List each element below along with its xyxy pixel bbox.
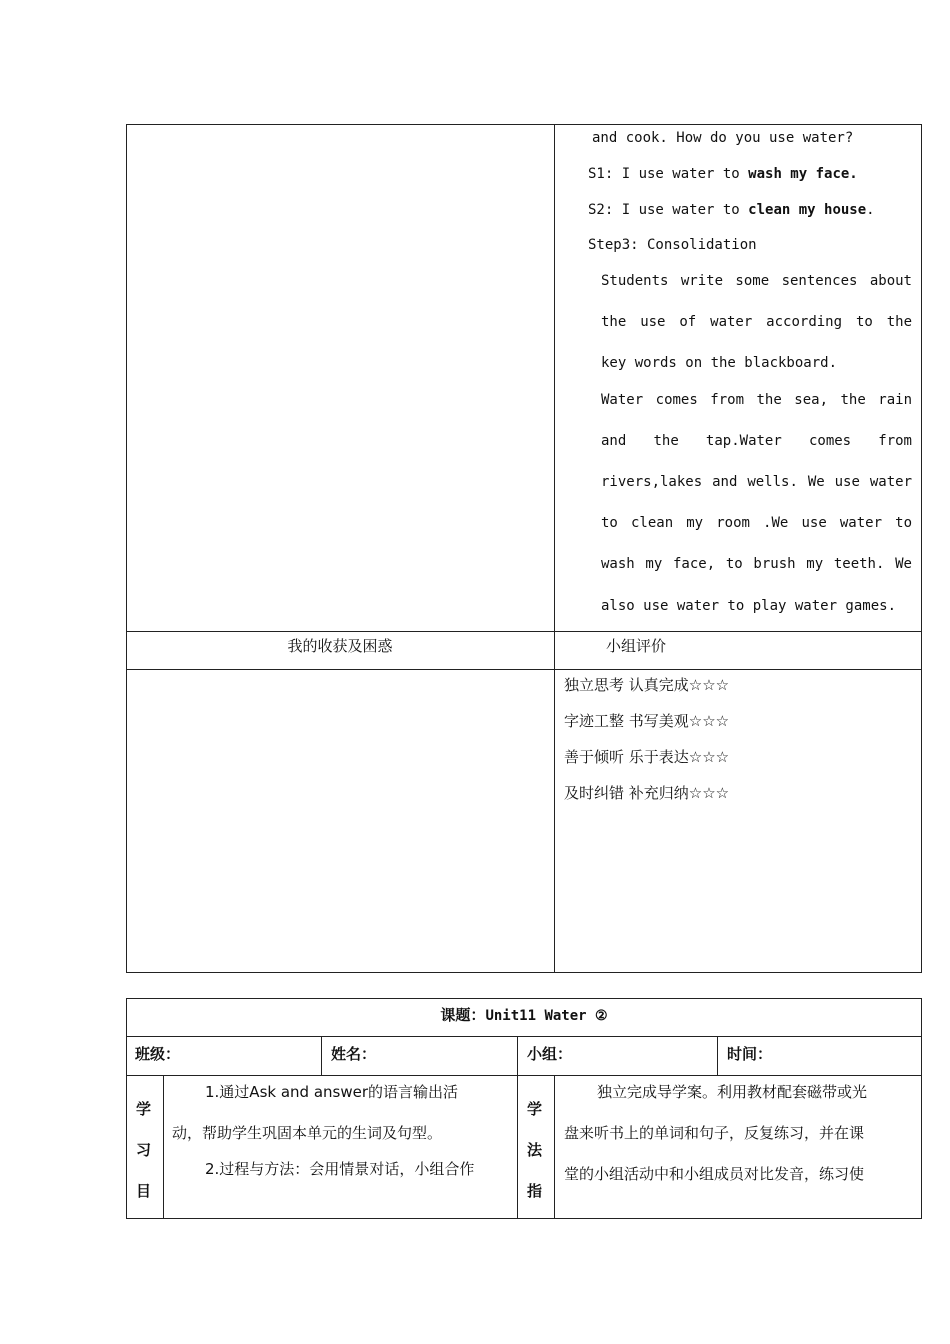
dialogue-bold-phrase: wash my face. [748,166,858,182]
dialogue-line: and cook. How do you use water? [592,130,854,146]
step-heading: Step3: Consolidation [588,237,757,253]
table-divider-horizontal [126,669,922,670]
dialogue-speaker-text: S2: I use water to [588,202,749,218]
table-divider-vertical [321,1036,322,1075]
name-label: 姓名： [331,1045,377,1063]
table-divider-vertical [554,1075,555,1219]
sample-text-line: rivers,lakes and wells. We use water [601,474,912,490]
table-divider-vertical [517,1036,518,1219]
table-divider-vertical [163,1075,164,1219]
table-divider-horizontal [126,1075,922,1076]
dialogue-line [588,202,875,218]
group-eval-header: 小组评价 [606,637,667,655]
rating-item: 字迹工整 书写美观☆☆☆ [564,712,730,730]
dialogue-line [588,166,858,182]
dialogue-speaker-text: S1: I use water to [588,166,749,182]
table-divider-horizontal [126,1036,922,1037]
sample-text-line: to clean my room .We use water to [601,515,912,531]
class-label: 班级： [135,1045,181,1063]
rating-item: 善于倾听 乐于表达☆☆☆ [564,748,730,766]
rating-item: 独立思考 认真完成☆☆☆ [564,676,730,694]
method-text-line: 独立完成导学案。利用教材配套磁带或光 [597,1083,868,1101]
method-text-line: 盘来听书上的单词和句子，反复练习，并在课 [564,1124,865,1142]
method-label-char: 法 [527,1141,543,1159]
lesson-table [126,124,922,973]
dialogue-punct: . [866,202,875,218]
goal-label-char: 习 [136,1141,152,1159]
goal-label-char: 目 [136,1182,152,1200]
instruction-line: key words on the blackboard. [601,355,838,371]
method-label-char: 指 [527,1182,543,1200]
goal-text-line: 1.通过Ask and answer的语言输出活 [205,1083,459,1101]
method-text-line: 堂的小组活动中和小组成员对比发音，练习使 [564,1165,865,1183]
goal-text-line: 2.过程与方法：会用情景对话，小组合作 [205,1160,475,1178]
instruction-line: the use of water according to the [601,314,912,330]
method-label-char: 学 [527,1100,543,1118]
sample-text-line: wash my face, to brush my teeth. We [601,556,912,572]
sample-text-line: Water comes from the sea, the rain [601,392,912,408]
time-label: 时间： [727,1045,773,1063]
worksheet-header-table [126,998,922,1219]
sample-text-line: also use water to play water games. [601,598,897,614]
instruction-line: Students write some sentences about [601,273,912,289]
lesson-title: 课题：Unit11 Water ② [440,1006,608,1024]
group-label: 小组： [527,1045,573,1063]
rating-item: 及时纠错 补充归纳☆☆☆ [564,784,730,802]
table-divider-vertical [554,124,555,973]
table-divider-vertical [717,1036,718,1075]
sample-text-line: and the tap.Water comes from [601,433,912,449]
dialogue-bold-phrase: clean my house [748,202,867,218]
table-divider-horizontal [126,631,922,632]
goal-text-line: 动，帮助学生巩固本单元的生词及句型。 [172,1124,443,1142]
gains-header: 我的收获及困惑 [287,637,393,655]
goal-label-char: 学 [136,1100,152,1118]
